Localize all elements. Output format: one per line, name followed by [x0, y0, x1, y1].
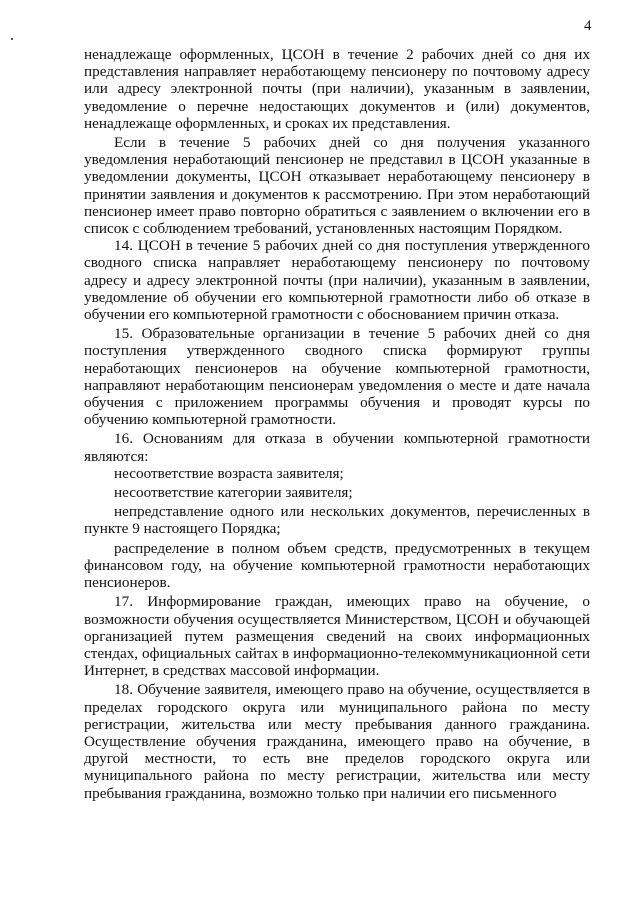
scan-speck [11, 38, 13, 40]
paragraph-17: 17. Информирование граждан, имеющих право на обучение, о возможности обучения осуществляется Министерством, ЦСОН и обучающей организацией путем размещения сведений на своих информационных стендах, официальных сайтах в информационно-телекоммуникационной сети Интернет, в средствах массовой информации. [84, 593, 590, 680]
document-body [84, 46, 590, 802]
paragraph-14: 14. ЦСОН в течение 5 рабочих дней со дня поступления утвержденного сводного списка направляет неработающему пенсионеру по почтовому адресу и адресу электронной почты (при наличии), указанным в заявлении, уведомление об обучении его компьютерной грамотности либо об отказе в обучении его компьютерной грамотности с обоснованием причин отказа. [84, 237, 590, 324]
paragraph-1: ненадлежаще оформленных, ЦСОН в течение 2 рабочих дней со дня их представления направляет неработающему пенсионеру по почтовому адресу или адресу электронной почты (при наличии), указанным в заявлении, уведомление о перечне недостающих документов и (или) документов, ненадлежаще оформленных, и сроках их представления. [84, 46, 590, 132]
list-item-category: несоответствие категории заявителя; [114, 484, 353, 502]
paragraph-2: Если в течение 5 рабочих дней со дня получения указанного уведомления неработающий пенсионер не представил в ЦСОН указанные в уведомлении документы, ЦСОН отказывает неработающему пенсионеру в принятии заявления и документов к рассмотрению. При этом неработающий пенсионер имеет право повторно обратиться с заявлением о включении его в список с соблюдением требований, установленных настоящим Порядком. [84, 134, 590, 238]
page-number: 4 [584, 18, 592, 34]
list-item-documents: непредставление одного или нескольких документов, перечисленных в пункте 9 настоящего Порядка; [84, 503, 590, 538]
paragraph-15: 15. Образовательные организации в течение 5 рабочих дней со дня поступления утвержденного сводного списка формируют группы неработающих пенсионеров на обучение компьютерной грамотности, направляют неработающим пенсионерам уведомления о месте и дате начала обучения с приложением программы обучения и проводят курсы по обучению компьютерной грамотности. [84, 325, 590, 429]
paragraph-18: 18. Обучение заявителя, имеющего право на обучение, осуществляется в пределах городского округа или муниципального района по месту регистрации, жительства или месту пребывания данного гражданина. Осуществление обучения гражданина, имеющего право на обучение, в другой местности, то есть вне пределов городского округа или муниципального района по месту регистрации, жительства или месту пребывания гражданина, возможно только при наличии его письменного [84, 681, 590, 802]
list-item-funds: распределение в полном объем средств, предусмотренных в текущем финансовом году, на обучение компьютерной грамотности неработающих пенсионеров. [84, 539, 590, 592]
list-item-age: несоответствие возраста заявителя; [114, 464, 344, 482]
paragraph-16: 16. Основаниям для отказа в обучении компьютерной грамотности являются: [84, 430, 590, 465]
